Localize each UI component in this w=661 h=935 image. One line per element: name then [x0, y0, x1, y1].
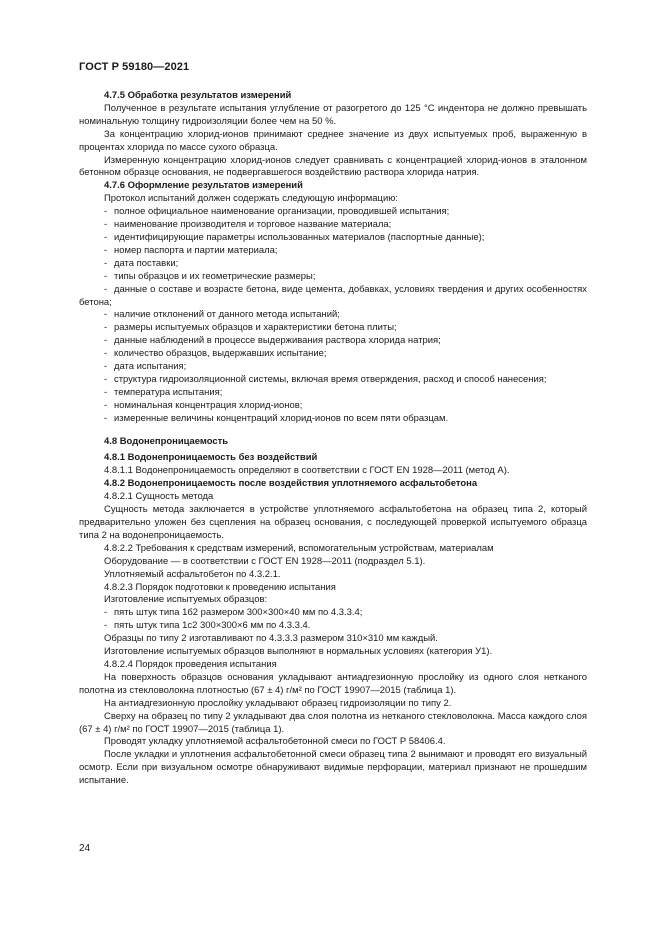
section-heading: 4.7.6 Оформление результатов измерений: [104, 180, 303, 192]
list-item-text: полное официальное наименование организации, проводившей испытания;: [114, 206, 450, 218]
list-item-text: наличие отклонений от данного метода испытаний;: [114, 309, 340, 321]
list-item: [79, 322, 587, 335]
paragraph: Сверху на образец по типу 2 укладывают два слоя полотна из нетканого стекловолокна. Масса каждого слоя (67 ± 4) г/м² по ГОСТ 19907—2015 (таблица 1).: [79, 710, 587, 735]
paragraph: 4.8.2.1 Сущность метода: [104, 491, 214, 503]
paragraph: Измеренную концентрацию хлорид-ионов следует сравнивать с концентрацией хлорид-ионов в эталонном бетонном образце основания, не подвергавшегося воздействию раствора хлорида натрия.: [79, 154, 587, 179]
list-dash: -: [104, 206, 108, 218]
list-item-text: номер паспорта и партии материала;: [114, 244, 278, 256]
list-item: [79, 335, 587, 348]
page-number: 24: [79, 843, 91, 854]
list-dash: -: [104, 620, 108, 632]
section-heading: 4.7.5 Обработка результатов измерений: [104, 90, 292, 101]
list-item-text: дата поставки;: [114, 257, 179, 269]
list-item-text: дата испытания;: [114, 361, 187, 373]
list-dash: -: [104, 386, 108, 398]
list-dash: -: [104, 399, 108, 411]
list-item-text: типы образцов и их геометрические размеры;: [114, 270, 316, 282]
list-item: [79, 309, 587, 322]
list-item: [79, 258, 587, 271]
list-item-text: измеренные величины концентраций хлорид-ионов по всем пяти образцам.: [114, 412, 449, 424]
list-item-text: структура гидроизоляционной системы, включая время отверждения, расход и способ нанесения;: [114, 373, 547, 385]
section-heading: 4.8 Водонепроницаемость: [104, 435, 229, 447]
paragraph: Проводят укладку уплотняемой асфальтобетонной смеси по ГОСТ Р 58406.4.: [104, 736, 446, 748]
list-dash: -: [104, 348, 108, 360]
list-dash: -: [104, 412, 108, 424]
paragraph: За концентрацию хлорид-ионов принимают среднее значение из двух испытуемых проб, выраженную в процентах хлорида по массе сухого образца.: [79, 128, 587, 153]
list-item: [79, 413, 587, 426]
list-dash: -: [104, 361, 108, 373]
list-dash: -: [104, 231, 108, 243]
paragraph: Оборудование — в соответствии с ГОСТ EN 1928—2011 (подраздел 5.1).: [104, 555, 426, 567]
list-item: [79, 387, 587, 400]
list-item-text: наименование производителя и торговое название материала;: [114, 219, 392, 231]
paragraph: Уплотняемый асфальтобетон по 4.3.2.1.: [104, 568, 281, 580]
list-item: [79, 245, 587, 258]
list-item-text: количество образцов, выдержавших испытание;: [114, 348, 327, 360]
list-item: [79, 620, 587, 633]
section-heading: 4.8.1 Водонепроницаемость без воздействий: [104, 452, 318, 464]
paragraph: На антиадгезионную прослойку укладывают образец гидроизоляции по типу 2.: [104, 697, 452, 709]
list-item: [79, 374, 587, 387]
list-dash: -: [104, 270, 108, 282]
list-item: [79, 219, 587, 232]
list-item-text: данные наблюдений в процессе выдерживания раствора хлорида натрия;: [114, 335, 441, 347]
paragraph: 4.8.2.4 Порядок проведения испытания: [104, 658, 277, 670]
list-item-text: пять штук типа 1б2 размером 300×300×40 мм по 4.3.3.4;: [114, 607, 363, 619]
list-item: [79, 206, 587, 219]
list-item-text: температура испытания;: [114, 386, 223, 398]
list-dash: -: [104, 283, 108, 295]
list-item: [79, 271, 587, 284]
list-item: [79, 361, 587, 374]
paragraph: На поверхность образцов основания укладывают антиадгезионную прослойку из одного слоя нетканого полотна из стекловолокна плотностью (67 ± 4) г/м² по ГОСТ 19907—2015 (таблица 1).: [79, 671, 587, 696]
paragraph: Протокол испытаний должен содержать следующую информацию:: [104, 193, 398, 205]
list-item: [79, 348, 587, 361]
paragraph: Изготовление испытуемых образцов выполняют в нормальных условиях (категория У1).: [104, 646, 493, 658]
list-dash: -: [104, 257, 108, 269]
document-body: [79, 90, 587, 788]
list-item-text: размеры испытуемых образцов и характеристики бетона плиты;: [114, 322, 397, 334]
paragraph: После укладки и уплотнения асфальтобетонной смеси образец типа 2 вынимают и проводят его визуальный осмотр. Если при визуальном осмотре обнаруживают видимые перфорации, материал признают не прошедшим испытание.: [79, 749, 587, 787]
list-item: [79, 232, 587, 245]
list-item-text: идентифицирующие параметры использованных материалов (паспортные данные);: [114, 231, 485, 243]
list-dash: -: [104, 244, 108, 256]
list-dash: -: [104, 219, 108, 231]
list-dash: -: [104, 335, 108, 347]
list-dash: -: [104, 607, 108, 619]
paragraph: Сущность метода заключается в устройстве уплотняемого асфальтобетона на образец типа 2, который предварительно уложен без сцепления на образец основания, с последующей проверкой испытуемого образца типа 2 на водонепроницаемость.: [79, 504, 587, 541]
paragraph: Образцы по типу 2 изготавливают по 4.3.3.3 размером 310×310 мм каждый.: [104, 633, 438, 645]
list-item-text: номинальная концентрация хлорид-ионов;: [114, 399, 303, 411]
list-dash: -: [104, 309, 108, 321]
list-item: [79, 284, 587, 310]
list-item-text: пять штук типа 1с2 300×300×6 мм по 4.3.3.4.: [114, 620, 311, 632]
list-dash: -: [104, 373, 108, 385]
paragraph: Полученное в результате испытания углубление от разогретого до 125 °C индентора не должно превышать номинальную толщину гидроизоляции более чем на 50 %.: [79, 102, 587, 127]
list-dash: -: [104, 322, 108, 334]
list-item: [79, 607, 587, 620]
list-item: [79, 400, 587, 413]
paragraph: 4.8.1.1 Водонепроницаемость определяют в соответствии с ГОСТ EN 1928—2011 (метод А).: [104, 465, 510, 477]
section-heading: 4.8.2 Водонепроницаемость после воздействия уплотняемого асфальтобетона: [104, 478, 478, 490]
paragraph: Изготовление испытуемых образцов:: [104, 594, 268, 606]
list-item-text: данные о составе и возрасте бетона, виде цемента, добавках, условиях твердения и других особенностях бетона;: [79, 283, 587, 308]
paragraph: 4.8.2.2 Требования к средствам измерений, вспомогательным устройствам, материалам: [104, 542, 494, 554]
paragraph: 4.8.2.3 Порядок подготовки к проведению испытания: [104, 581, 336, 593]
document-header: ГОСТ Р 59180—2021: [79, 61, 190, 73]
